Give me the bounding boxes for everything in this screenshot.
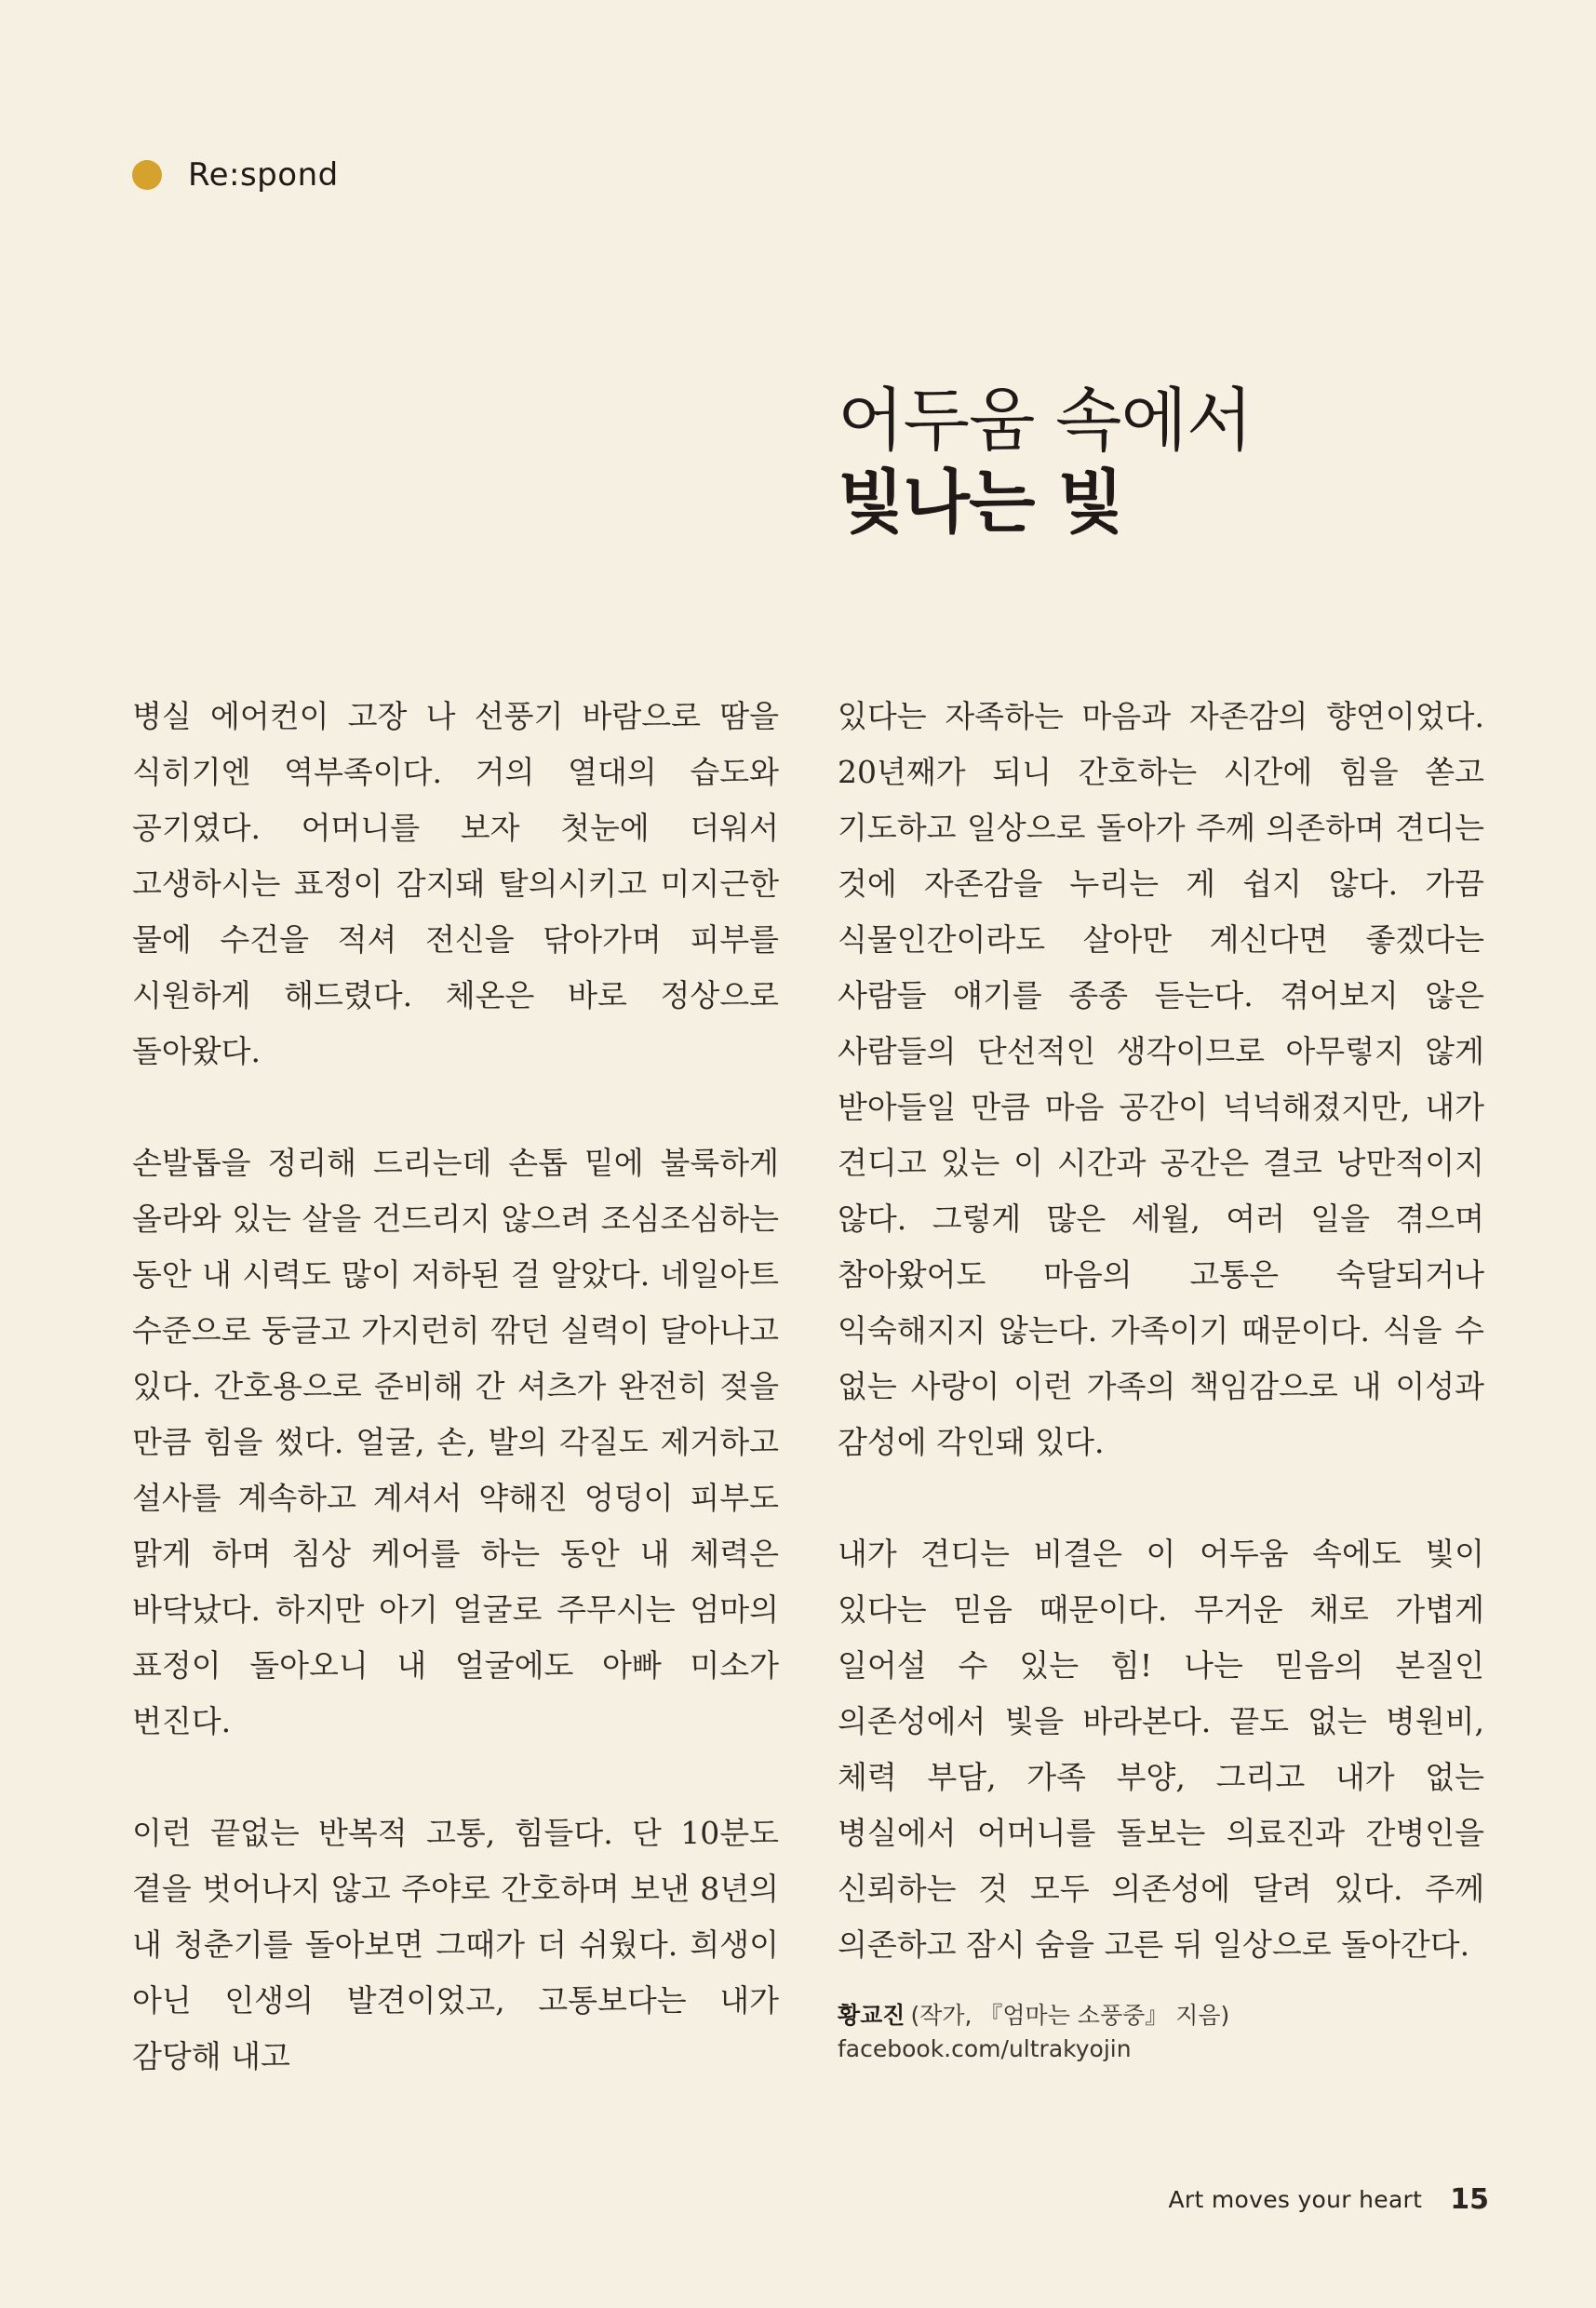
author-link[interactable]: facebook.com/ultrakyojin	[838, 2035, 1132, 2062]
body-column-left	[132, 689, 779, 2085]
page-number: 15	[1450, 2183, 1489, 2216]
footer-tagline: Art moves your heart	[1168, 2186, 1423, 2213]
article-title-line2: 빛나는 빛	[838, 462, 1123, 543]
author-name: 황교진	[838, 2002, 905, 2029]
article-title	[838, 380, 1433, 543]
author-credit	[838, 1999, 1433, 2066]
body-column-right	[838, 689, 1484, 1973]
article-title-line1: 어두움 속에서	[838, 380, 1253, 461]
section-header	[132, 156, 339, 194]
author-meta: (작가, 『엄마는 소풍중』 지음)	[910, 2002, 1230, 2029]
body-paragraph: 손발톱을 정리해 드리는데 손톱 밑에 불룩하게 올라와 있는 살을 건드리지 않으려 조심조심하는 동안 내 시력도 많이 저하된 걸 알았다. 네일아트 수준으로 둥글고 가지런히 깎던 실력이 달아나고 있다. 간호용으로 준비해 간 셔츠가 완전히 젖을 만큼 힘을 썼다. 얼굴, 손, 발의 각질도 제거하고 설사를 계속하고 계셔서 약해진 엉덩이 피부도 맑게 하며 침상 케어를 하는 동안 내 체력은 바닥났다. 하지만 아기 얼굴로 주무시는 엄마의 표정이 돌아오니 내 얼굴에도 아빠 미소가 번진다.	[132, 1145, 779, 1739]
body-paragraph: 병실 에어컨이 고장 나 선풍기 바람으로 땀을 식히기엔 역부족이다. 거의 열대의 습도와 공기였다. 어머니를 보자 첫눈에 더워서 고생하시는 표정이 감지돼 탈의시키고 미지근한 물에 수건을 적셔 전신을 닦아가며 피부를 시원하게 해드렸다. 체온은 바로 정상으로 돌아왔다.	[132, 698, 779, 1069]
section-label: Re:spond	[188, 156, 339, 194]
body-paragraph: 이런 끝없는 반복적 고통, 힘들다. 단 10분도 곁을 벗어나지 않고 주야로 간호하며 보낸 8년의 내 청춘기를 돌아보면 그때가 더 쉬웠다. 희생이 아닌 인생의 발견이었고, 고통보다는 내가 감당해 내고	[132, 1815, 779, 2074]
page-footer	[1169, 2183, 1489, 2216]
body-paragraph: 있다는 자족하는 마음과 자존감의 향연이었다. 20년째가 되니 간호하는 시간에 힘을 쏟고 기도하고 일상으로 돌아가 주께 의존하며 견디는 것에 자존감을 누리는 게 쉽지 않다. 가끔 식물인간이라도 살아만 계신다면 좋겠다는 사람들 얘기를 종종 듣는다. 겪어보지 않은 사람들의 단선적인 생각이므로 아무렇지 않게 받아들일 만큼 마음 공간이 넉넉해졌지만, 내가 견디고 있는 이 시간과 공간은 결코 낭만적이지 않다. 그렇게 많은 세월, 여러 일을 겪으며 참아왔어도 마음의 고통은 숙달되거나 익숙해지지 않는다. 가족이기 때문이다. 식을 수 없는 사랑이 이런 가족의 책임감으로 내 이성과 감성에 각인돼 있다.	[838, 698, 1484, 1460]
body-paragraph: 내가 견디는 비결은 이 어두움 속에도 빛이 있다는 믿음 때문이다. 무거운 채로 가볍게 일어설 수 있는 힘! 나는 믿음의 본질인 의존성에서 빛을 바라본다. 끝도 없는 병원비, 체력 부담, 가족 부양, 그리고 내가 없는 병실에서 어머니를 돌보는 의료진과 간병인을 신뢰하는 것 모두 의존성에 달려 있다. 주께 의존하고 잠시 숨을 고른 뒤 일상으로 돌아간다.	[838, 1536, 1484, 1963]
section-dot-icon	[132, 160, 162, 190]
